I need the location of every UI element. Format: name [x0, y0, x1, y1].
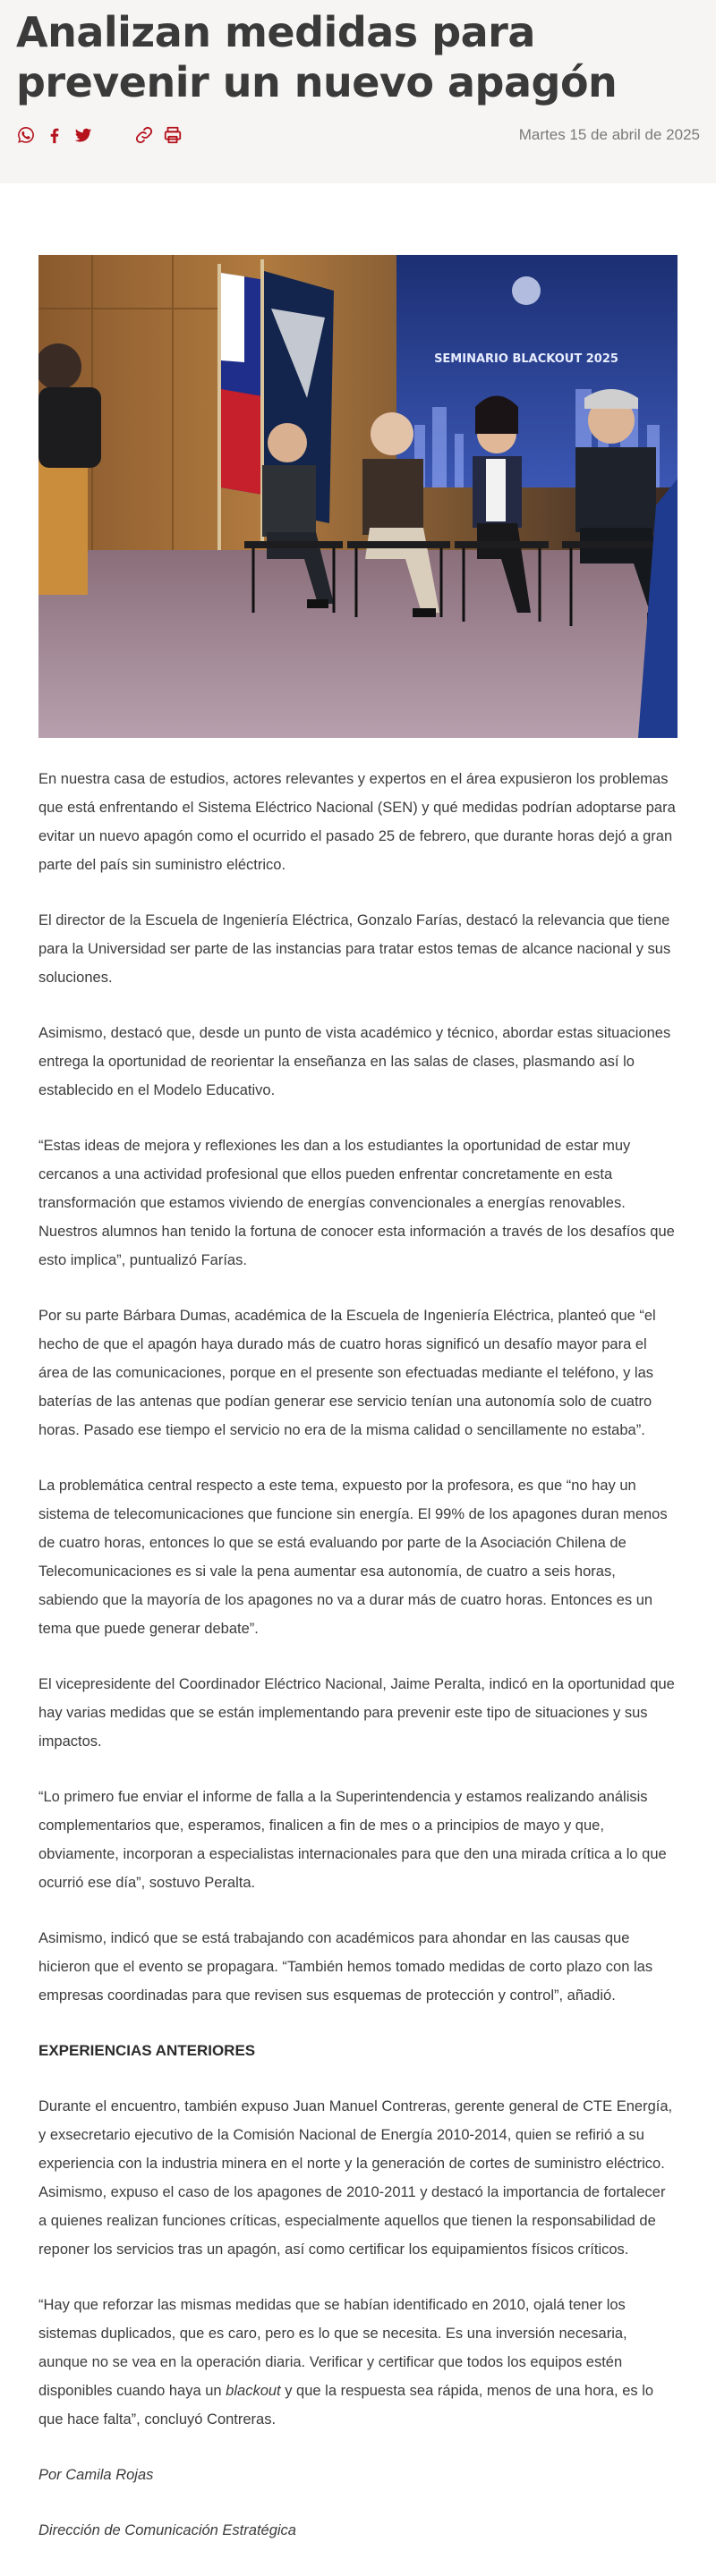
screen-title: SEMINARIO BLACKOUT 2025 — [434, 352, 618, 366]
article-body — [38, 765, 678, 2545]
paragraph: Durante el encuentro, también expuso Juan Manuel Contreras, gerente general de CTE Energía, y exsecretario ejecutivo de la Comisión Nacional de Energía 2010-2014, quien se refirió a su experiencia con la industria minera en el norte y la generación de cortes de suministro eléctrico. Asimismo, expuso el caso de los apagones de 2010-2011 y destacó la importancia de fortalecer a quienes realizan funciones críticas, especialmente aquellos que tienen la responsabilidad de reponer los servicios tras un apagón, así como certificar los equipamientos físicos críticos. — [38, 2098, 673, 2258]
paragraph: El vicepresidente del Coordinador Eléctrico Nacional, Jaime Peralta, indicó en la oportunidad que hay varias medidas que se están implementando para prevenir este tipo de situaciones y sus impactos. — [38, 1676, 675, 1750]
publish-date: Martes 15 de abril de 2025 — [518, 126, 700, 143]
facebook-icon[interactable] — [45, 125, 64, 145]
article-header — [0, 0, 716, 183]
share-bar — [16, 125, 183, 145]
whatsapp-icon[interactable] — [16, 125, 36, 145]
quote-emphasis: blackout — [226, 2383, 281, 2399]
paragraph: Por su parte Bárbara Dumas, académica de la Escuela de Ingeniería Eléctrica, planteó que “el hecho de que el apagón haya durado más de cuatro horas significó un desafío mayor para el área de las comunicaciones, porque en el presente son efectuadas mediante el teléfono, y las baterías de las antenas que podían generar ese servicio tenían una autonomía solo de cuatro horas. Pasado ese tiempo el servicio no era de la misma calidad o sencillamente no estaba”. — [38, 1308, 656, 1438]
paragraph: “Estas ideas de mejora y reflexiones les dan a los estudiantes la oportunidad de estar muy cercanos a una actividad profesional que ellos pueden enfrentar concretamente en esta transformación que estamos viviendo de energías convencionales a energías renovables. Nuestros alumnos han tenido la fortuna de conocer esta información a través de los desafíos que esto implica”, puntualizó Farías. — [38, 1138, 675, 1268]
department: Dirección de Comunicación Estratégica — [38, 2522, 296, 2538]
article-content — [0, 255, 716, 2545]
paragraph: Asimismo, destacó que, desde un punto de vista académico y técnico, abordar estas situaciones entrega la oportunidad de reorientar la enseñanza en las salas de clases, plasmando así lo establecido en el Modelo Educativo. — [38, 1025, 671, 1098]
paragraph: En nuestra casa de estudios, actores relevantes y expertos en el área expusieron los problemas que está enfrentando el Sistema Eléctrico Nacional (SEN) y qué medidas podrían adoptarse para evitar un nuevo apagón como el ocurrido el pasado 25 de febrero, que durante horas dejó a gran parte del país sin suministro eléctrico. — [38, 771, 676, 873]
quote-text: “Hay que reforzar las mismas medidas que se habían identificado en 2010, ojalá tener los sistemas duplicados, que es caro, pero es lo que se necesita. Es una inversión necesaria, aunque no se vea en la operación diaria. Verificar y certificar que todos los equipos estén disponibles cuando haya un — [38, 2297, 627, 2399]
paragraph: La problemática central respecto a este tema, expuesto por la profesora, es que “no hay un sistema de telecomunicaciones que funcione sin energía. El 99% de los apagones duran menos de cuatro horas, entonces lo que se está evaluando por parte de la Asociación Chilena de Telecomunicaciones es si vale la pena aumentar esa autonomía, de cuatro a seis horas, sabiendo que la mayoría de los apagones no va a durar más de cuatro horas. Entonces es un tema que puede generar debate”. — [38, 1478, 668, 1637]
paragraph: Asimismo, indicó que se está trabajando con académicos para ahondar en las causas que hicieron que el evento se propagara. “También hemos tomado medidas de corto plazo con las empresas coordinadas para que revisen sus esquemas de protección y control”, añadió. — [38, 1930, 653, 2004]
print-icon[interactable] — [163, 125, 183, 145]
byline: Por Camila Rojas — [38, 2467, 154, 2483]
section-heading: EXPERIENCIAS ANTERIORES — [38, 2042, 256, 2059]
twitter-icon[interactable] — [73, 125, 93, 145]
page-title: Analizan medidas para prevenir un nuevo apagón — [16, 8, 618, 106]
paragraph: “Lo primero fue enviar el informe de falla a la Superintendencia y estamos realizando análisis complementarios que, esperamos, finalicen a fin de mes o a principios de mayo y que, obviamente, incorporan a especialistas internacionales para que den una mirada crítica a lo que ocurrió ese día”, sostuvo Peralta. — [38, 1789, 667, 1891]
article-photo — [38, 255, 678, 738]
quote-text-end: y que la respuesta sea rápida, menos de una hora, es lo que hace falta”, concluyó Contreras. — [38, 2383, 654, 2428]
paragraph-quote — [38, 2291, 678, 2434]
paragraph: El director de la Escuela de Ingeniería Eléctrica, Gonzalo Farías, destacó la relevancia que tiene para la Universidad ser parte de las instancias para tratar estos temas de alcance nacional y sus soluciones. — [38, 912, 671, 986]
meta-row — [16, 122, 700, 148]
link-icon[interactable] — [134, 125, 154, 145]
